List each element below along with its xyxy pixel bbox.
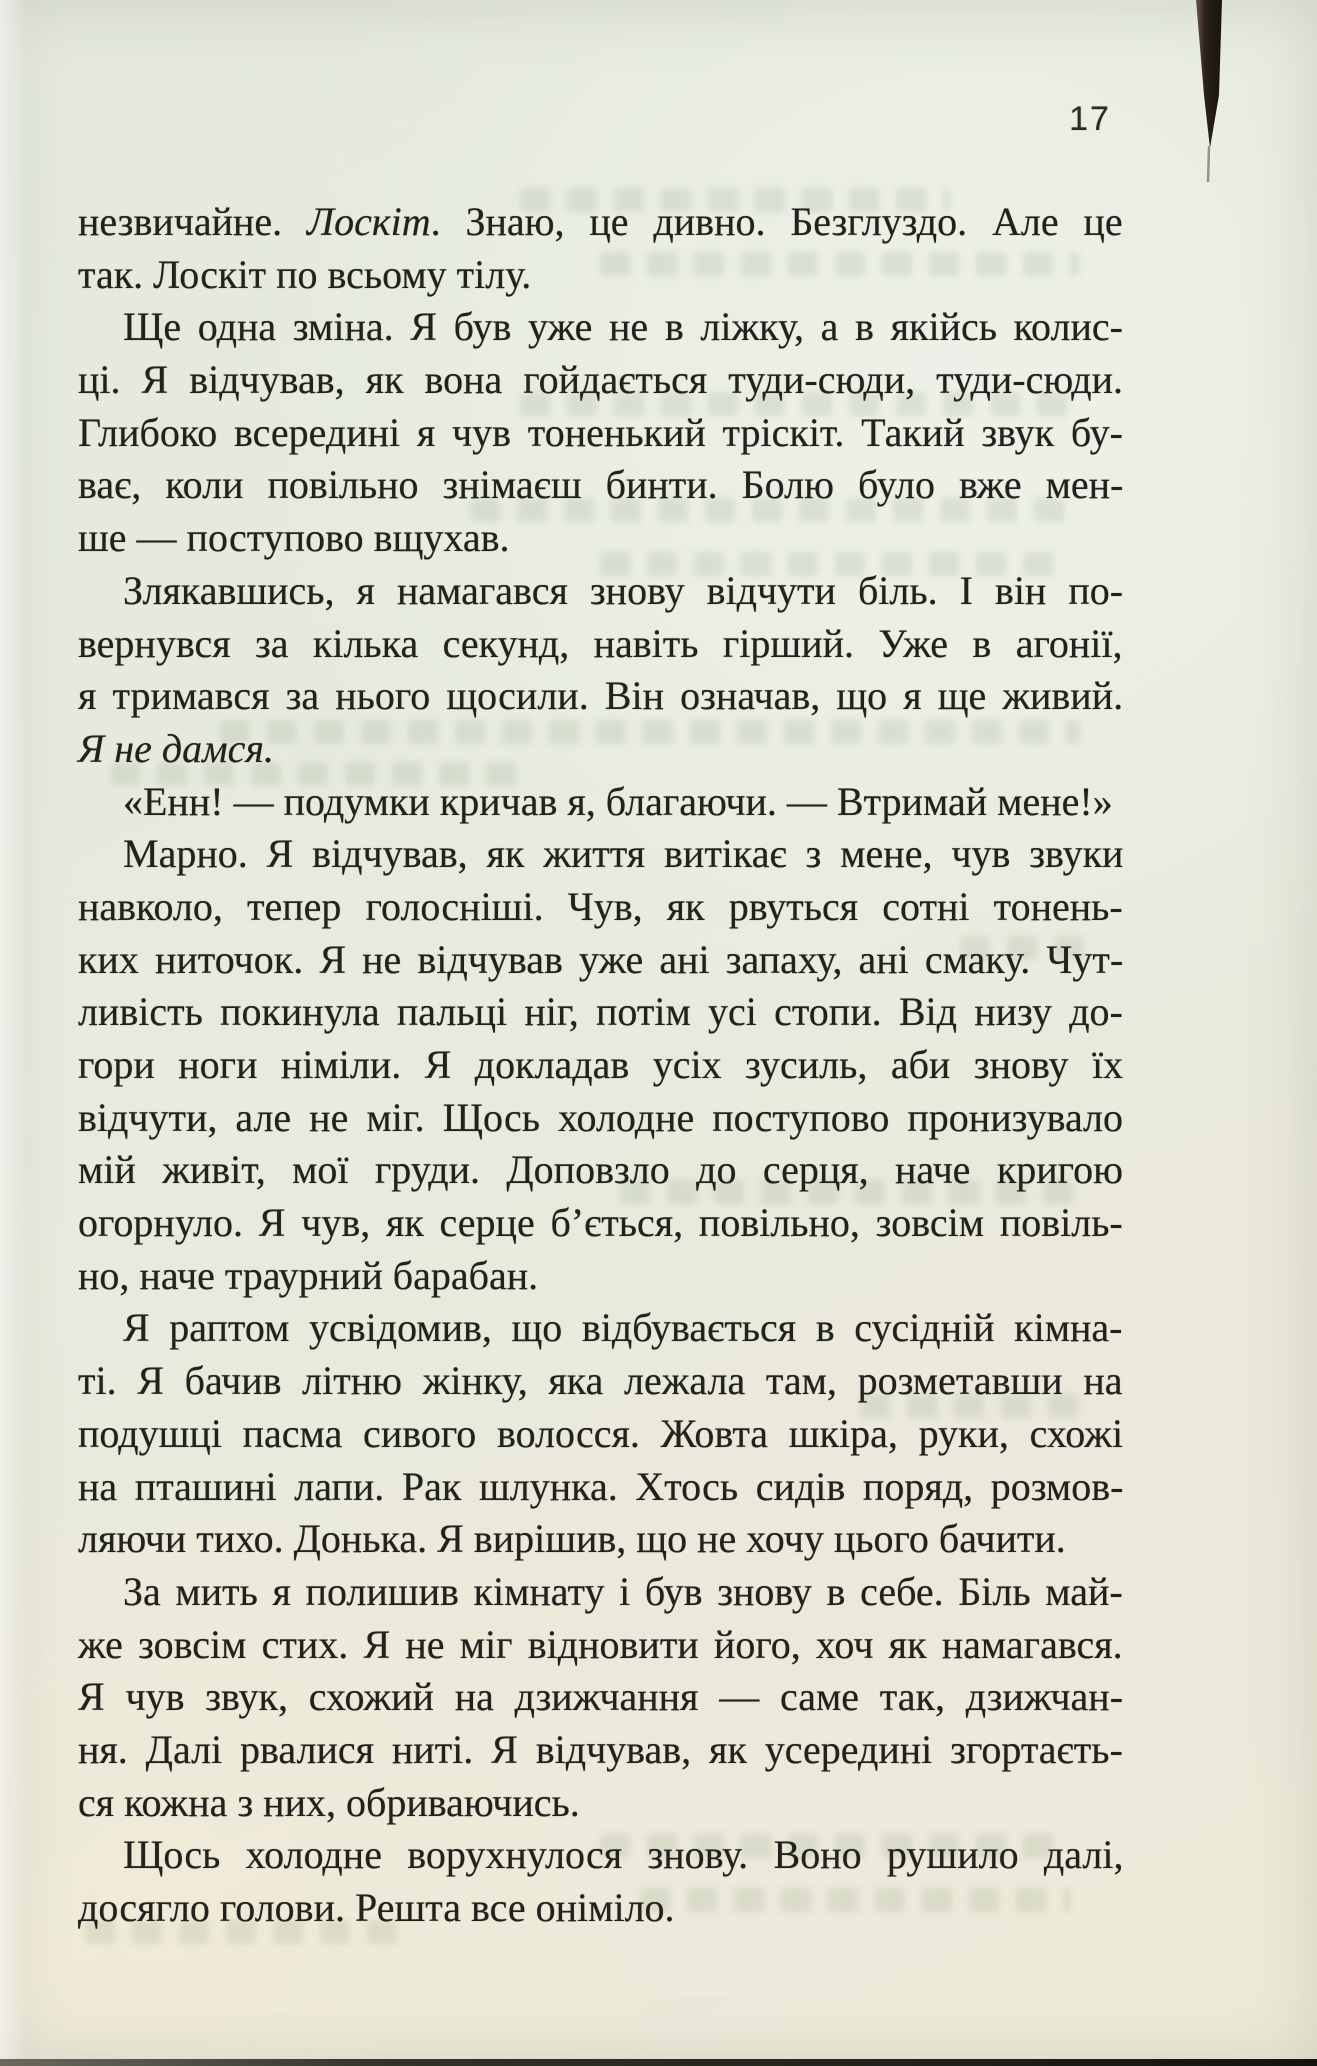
text-line [78, 618, 1123, 671]
text-line [78, 407, 1123, 460]
page-number: 17 [1069, 100, 1111, 138]
text-segment: Щось холодне ворухнулося знову. Воно рушило далі, [123, 1832, 1124, 1878]
text-segment: ває, коли повільно знімаєш бинти. Болю було вже мен- [78, 462, 1124, 508]
text-line [78, 1039, 1123, 1092]
body-text [78, 196, 1123, 1935]
text-segment: я тримався за нього щосили. Він означав, що я ще живий. [78, 673, 1124, 719]
text-line [78, 934, 1123, 987]
text-line [78, 1092, 1123, 1145]
text-line [78, 723, 1123, 776]
text-segment: но, наче траурний барабан. [78, 1252, 539, 1298]
photo-bottom-edge [0, 2059, 1317, 2066]
emphasized-text: Я не дамся. [78, 725, 274, 771]
text-segment: незвичайне. [78, 199, 308, 244]
text-segment: «Енн! — подумки кричав я, благаючи. — Втримай мене!» [123, 778, 1113, 824]
pen-tip-mark [1188, 0, 1232, 190]
text-line [78, 196, 1123, 249]
text-line [78, 565, 1123, 618]
text-segment: ня. Далі рвалися ниті. Я відчував, як усередині згортаєть- [78, 1726, 1123, 1772]
text-segment: Глибоко всередині я чув тоненький тріскіт. Такий звук бу- [78, 409, 1123, 455]
text-segment: подушці пасма сивого волосся. Жовта шкіра, руки, схожі [78, 1410, 1124, 1456]
text-segment: Я раптом усвідомив, що відбувається в сусідній кімна- [123, 1305, 1123, 1351]
text-segment: ці. Я відчував, як вона гойдається туди-сюди, туди-сюди. [78, 357, 1123, 403]
text-segment: огорнуло. Я чув, як серце б’ється, повільно, зовсім повіль- [78, 1200, 1123, 1246]
text-line [78, 249, 1123, 302]
text-segment: ливість покинула пальці ніг, потім усі стопи. Від низу до- [78, 989, 1123, 1035]
text-line [78, 1302, 1123, 1355]
text-line [78, 1144, 1123, 1197]
text-line [78, 1671, 1123, 1724]
text-segment: так. Лоскіт по всьому тілу. [78, 251, 532, 297]
text-line [78, 986, 1123, 1039]
text-line [78, 1355, 1123, 1408]
text-line [78, 1408, 1123, 1461]
text-line [78, 881, 1123, 934]
text-line [78, 1829, 1123, 1882]
text-line [78, 1250, 1123, 1303]
text-line [78, 828, 1123, 881]
text-line [78, 1619, 1123, 1672]
text-line [78, 776, 1123, 829]
text-segment: мій живіт, мої груди. Доповзло до серця, наче кригою [78, 1147, 1123, 1193]
text-segment: Злякавшись, я намагався знову відчути біль. І він по- [123, 567, 1124, 613]
text-segment: же зовсім стих. Я не міг відновити його, хоч як намагався. [78, 1621, 1123, 1667]
text-segment: вернувся за кілька секунд, навіть гірший. Уже в агонії, [78, 620, 1123, 666]
text-segment: відчути, але не міг. Щось холодне поступово пронизувало [78, 1094, 1124, 1140]
emphasized-text: Лоскіт [307, 199, 431, 244]
text-line [78, 1724, 1123, 1777]
text-segment: навколо, тепер голосніші. Чув, як рвуться сотні тонень- [78, 883, 1123, 929]
text-line [78, 301, 1123, 354]
text-segment: ляючи тихо. Донька. Я вирішив, що не хочу цього бачити. [78, 1516, 1066, 1562]
text-segment: гори ноги німіли. Я докладав усіх зусиль, аби знову їх [78, 1042, 1124, 1087]
text-segment: на пташині лапи. Рак шлунка. Хтось сидів поряд, розмов- [78, 1463, 1124, 1509]
text-line [78, 1777, 1123, 1830]
text-segment: Ще одна зміна. Я був уже не в ліжку, а в якійсь колис- [123, 304, 1123, 350]
text-segment: Я чув звук, схожий на дзижчання — саме так, дзижчан- [78, 1674, 1124, 1720]
text-segment: Марно. Я відчував, як життя витікає з мене, чув звуки [123, 831, 1124, 877]
text-segment: ких ниточок. Я не відчував уже ані запаху, ані смаку. Чут- [78, 936, 1124, 982]
text-segment: . Знаю, це дивно. Безглуздо. Але це [430, 199, 1123, 244]
text-segment: За мить я полишив кімнату і був знову в себе. Біль май- [123, 1568, 1123, 1614]
text-segment: ся кожна з них, обриваючись. [78, 1779, 580, 1825]
text-line [78, 670, 1123, 723]
text-line [78, 512, 1123, 565]
text-line [78, 1461, 1123, 1514]
text-line [78, 459, 1123, 512]
text-segment: досягло голови. Решта все оніміло. [78, 1885, 675, 1930]
text-line [78, 1566, 1123, 1619]
text-segment: ше — поступово вщухав. [78, 515, 510, 561]
text-line [78, 1513, 1123, 1566]
text-line [78, 1197, 1123, 1250]
text-line [78, 1882, 1123, 1935]
text-segment: ті. Я бачив літню жінку, яка лежала там, розметавши на [78, 1358, 1123, 1404]
text-line [78, 354, 1123, 407]
